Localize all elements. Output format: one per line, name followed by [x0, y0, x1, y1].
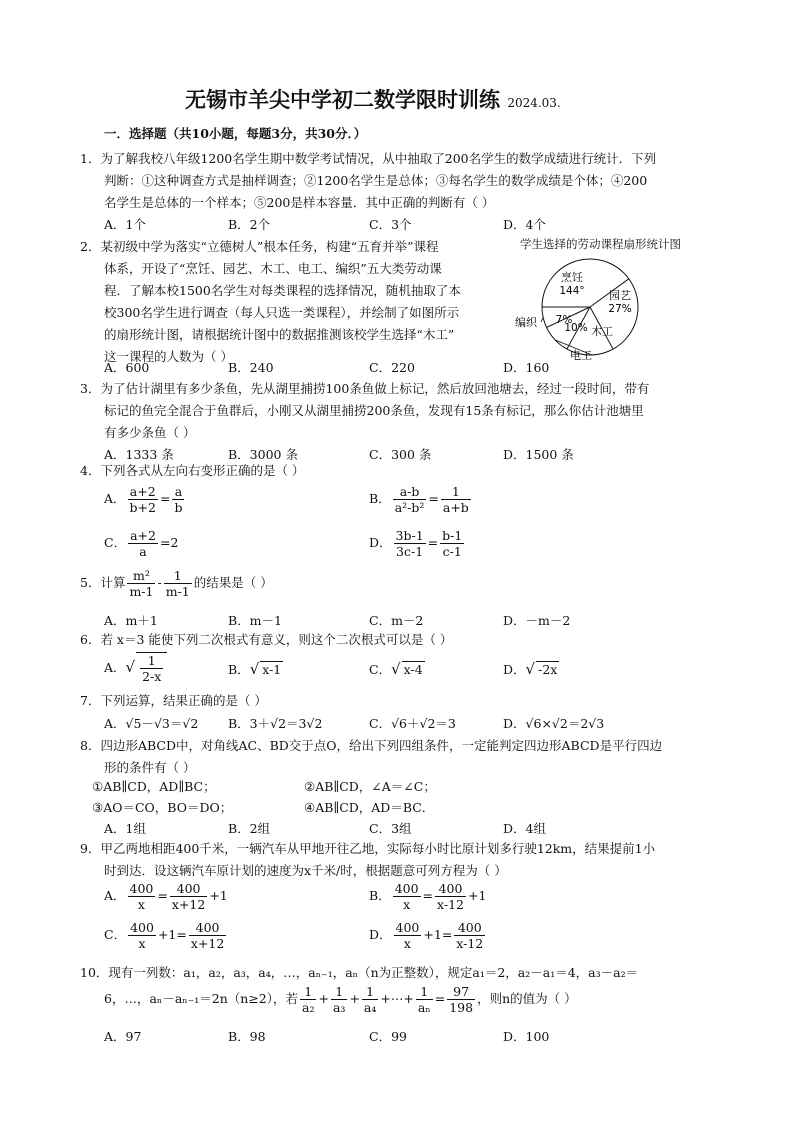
q2-option-c[interactable]: C．220 [369, 360, 415, 375]
q8-cond-2: ②AB∥CD，∠A＝∠C； [304, 779, 436, 794]
q7-option-b[interactable]: B．3＋√2＝3√2 [228, 716, 323, 731]
q10-option-d[interactable]: D．100 [503, 1029, 550, 1044]
pie-chart [500, 252, 680, 362]
pie-slice-name: 编织 [515, 316, 537, 329]
q2-option-a[interactable]: A．600 [104, 360, 150, 375]
q10-option-b[interactable]: B．98 [228, 1029, 266, 1044]
q3-option-b[interactable]: B．3000 条 [228, 447, 298, 462]
q9-option-a[interactable]: A． $\frac{400}{x}$ = $\frac{400}{x+12}$ +1 [104, 881, 228, 912]
q5-option-d[interactable]: D．－m－2 [503, 613, 571, 628]
pie-slice-name: 园艺 [609, 289, 631, 302]
pie-slice-value: 144° [559, 285, 585, 297]
q4-option-b[interactable]: B． $\frac{a-b}{\text{a²-b²}}$ = $\frac{1}{a+b}$ [369, 484, 469, 515]
q6-option-a[interactable]: A．√ $\frac{1}{2-x}$ [104, 652, 167, 684]
q1-option-a[interactable]: A．1个 [104, 217, 146, 232]
q6-option-d[interactable]: D．√ -2x [503, 660, 558, 678]
q5-option-b[interactable]: B．m－1 [228, 613, 282, 628]
q8-line1: 8．四边形ABCD中，对角线AC、BD交于点O，给出下列四组条件，一定能判定四边形ABCD是平行四边 [80, 738, 663, 753]
q8-option-a[interactable]: A．1组 [104, 821, 146, 836]
q1-line3: 名学生是总体的一个样本；⑤200是样本容量．其中正确的判断有（ ） [104, 195, 495, 210]
q6-option-c[interactable]: C．√ x-4 [369, 660, 423, 678]
pie-slice-value: 10% [564, 322, 588, 334]
q5-stem: 5．计算 $\frac{\text{m²}}{m-1}$ - $\frac{1}{m-1}$ 的结果是（ ） [80, 568, 273, 599]
q9-option-b[interactable]: B． $\frac{400}{x}$ = $\frac{400}{x-12}$ +1 [369, 881, 487, 912]
q10-option-a[interactable]: A．97 [104, 1029, 142, 1044]
q9-line2: 时到达．设这辆汽车原计划的速度为x千米/时，根据题意可列方程为（ ） [104, 863, 507, 878]
pie-leader-line [541, 317, 543, 322]
q3-line1: 3．为了估计湖里有多少条鱼，先从湖里捕捞100条鱼做上标记，然后放回池塘去，经过一段时间，带有 [80, 381, 650, 396]
q2-line6: 这一课程的人数为（ ） [104, 349, 233, 364]
q6-option-b[interactable]: B．√ x-1 [228, 660, 282, 678]
q3-option-a[interactable]: A．1333 条 [104, 447, 174, 462]
q4-option-d[interactable]: D． $\frac{3b-1}{3c-1}$ = $\frac{b-1}{c-1}$ [369, 528, 463, 559]
q4-option-a[interactable]: A． $\frac{a+2}{b+2}$ = $\frac{a}{b}$ [104, 484, 183, 515]
q3-line2: 标记的鱼完全混合于鱼群后，小刚又从湖里捕捞200条鱼，发现有15条有标记，那么你估计池塘里 [104, 403, 644, 418]
pie-slice-name: 电工 [570, 349, 592, 362]
q4-option-c[interactable]: C． $\frac{a+2}{a}$ =2 [104, 528, 179, 559]
pie-slice-value: 27% [608, 303, 632, 315]
q8-cond-3: ③AO＝CO，BO＝DO； [92, 800, 233, 815]
q8-cond-1: ①AB∥CD，AD∥BC； [92, 779, 216, 794]
q9-line1: 9．甲乙两地相距400千米，一辆汽车从甲地开往乙地，实际每小时比原计划多行驶12km，结果提前1小 [80, 841, 656, 856]
q3-line3: 有多少条鱼（ ） [104, 425, 196, 440]
q8-cond-4: ④AB∥CD，AD＝BC． [304, 800, 435, 815]
q8-line2: 形的条件有（ ） [104, 760, 196, 775]
q5-option-c[interactable]: C．m－2 [369, 613, 424, 628]
section-heading: 一．选择题（共10小题，每题3分，共30分．） [104, 126, 367, 141]
q2-line5: 的扇形统计图，请根据统计图中的数据推测该校学生选择“木工” [104, 327, 455, 342]
q1-line2: 判断：①这种调查方式是抽样调查；②1200名学生是总体；③每名学生的数学成绩是个体；④200 [104, 173, 648, 188]
q7-stem: 7．下列运算，结果正确的是（ ） [80, 693, 267, 708]
q6-stem: 6．若 x＝3 能使下列二次根式有意义，则这个二次根式可以是（ ） [80, 632, 453, 647]
q10-option-c[interactable]: C．99 [369, 1029, 407, 1044]
q2-line3: 程．了解本校1500名学生对每类课程的选择情况，随机抽取了本 [104, 283, 461, 298]
q2-option-d[interactable]: D．160 [503, 360, 550, 375]
q1-option-c[interactable]: C．3个 [369, 217, 412, 232]
q2-line2: 体系，开设了“烹饪、园艺、木工、电工、编织”五大类劳动课 [104, 261, 442, 276]
q1-option-d[interactable]: D．4个 [503, 217, 546, 232]
q3-option-d[interactable]: D．1500 条 [503, 447, 574, 462]
q1-line1: 1．为了解我校八年级1200名学生期中数学考试情况，从中抽取了200名学生的数学成绩进行统计．下列 [80, 151, 657, 166]
q8-option-c[interactable]: C．3组 [369, 821, 412, 836]
q2-line4: 校300名学生进行调查（每人只选一类课程），并绘制了如图所示 [104, 305, 460, 320]
q7-option-a[interactable]: A．√5－√3＝√2 [104, 716, 199, 731]
q8-option-b[interactable]: B．2组 [228, 821, 271, 836]
q1-option-b[interactable]: B．2个 [228, 217, 271, 232]
q8-option-d[interactable]: D．4组 [503, 821, 546, 836]
q10-line1: 10．现有一列数：a₁，a₂，a₃，a₄，…，aₙ₋₁，aₙ（n为正整数），规定a₁＝2，a₂－a₁＝4，a₃－a₂＝ [80, 965, 639, 980]
pie-slice-value: 7% [555, 314, 573, 326]
date: 2024.03. [507, 96, 561, 110]
q10-line2: 6，…，aₙ－aₙ₋₁＝2n（n≥2），若 $\frac{1}{\text{a₂}}$ + $\frac{1}{\text{a₃}}$ + $\frac{1}{\text{a₄}}$ +⋯+ $\frac{1}{\text{aₙ}}$ = $\frac{97}{198}$ ，则n的值为（ ） [104, 984, 577, 1015]
pie-slice-name: 木工 [591, 325, 613, 338]
q7-option-c[interactable]: C．√6＋√2＝3 [369, 716, 456, 731]
q3-option-c[interactable]: C．300 条 [369, 447, 432, 462]
q5-option-a[interactable]: A．m＋1 [104, 613, 158, 628]
pie-slice-name: 烹饪 [561, 271, 583, 284]
chart-title: 学生选择的劳动课程扇形统计图 [520, 237, 681, 251]
q7-option-d[interactable]: D．√6×√2＝2√3 [503, 716, 605, 731]
q4-stem: 4．下列各式从左向右变形正确的是（ ） [80, 463, 305, 478]
q9-option-d[interactable]: D． $\frac{400}{x}$ +1= $\frac{400}{x-12}$ [369, 920, 484, 951]
q2-line1: 2．某初级中学为落实“立德树人”根本任务，构建“五育并举”课程 [80, 239, 439, 254]
q9-option-c[interactable]: C． $\frac{400}{x}$ +1= $\frac{400}{x+12}$ [104, 920, 225, 951]
page-title: 无锡市羊尖中学初二数学限时训练 2024.03. [185, 88, 561, 112]
q2-option-b[interactable]: B．240 [228, 360, 274, 375]
